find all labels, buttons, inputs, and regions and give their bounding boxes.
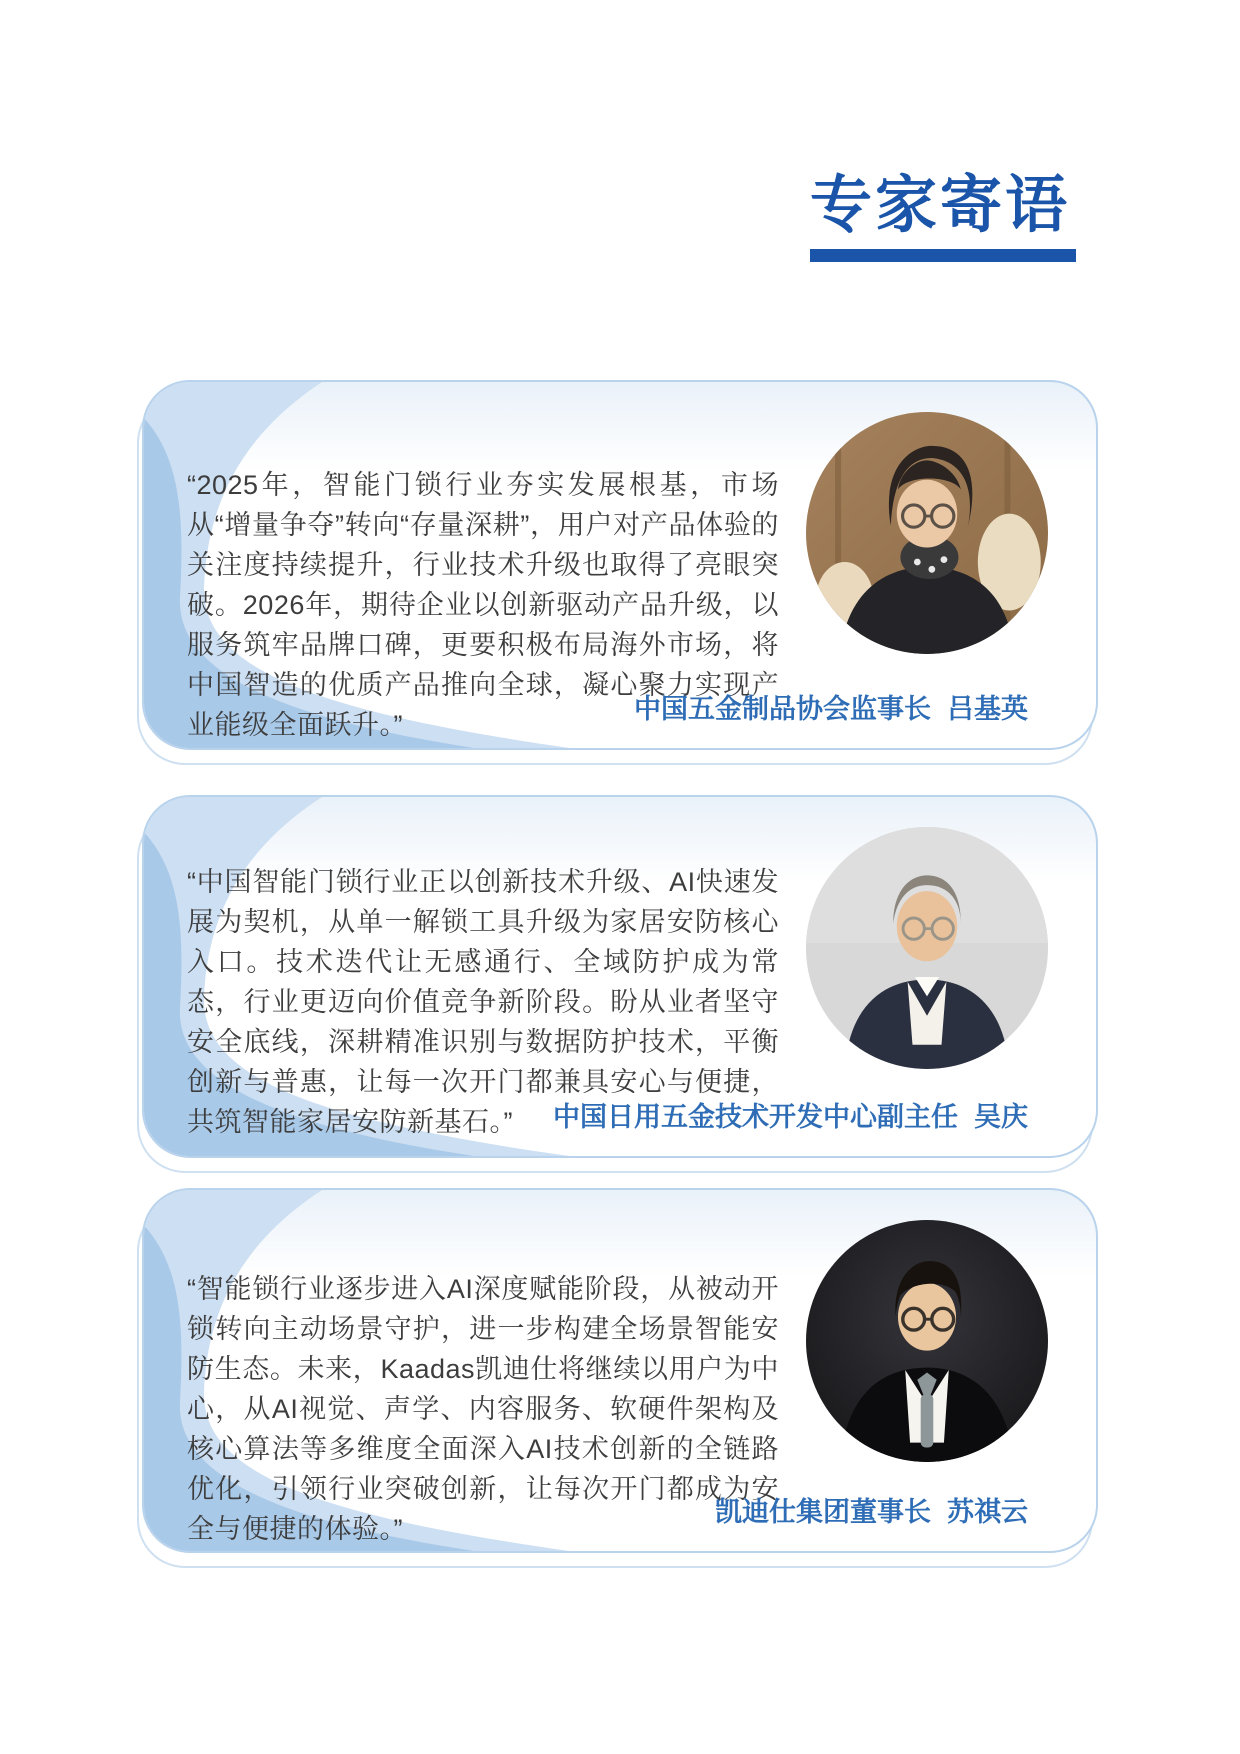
card-body [142,380,1098,750]
portrait-man-suit-dark-bg-icon [806,1220,1048,1462]
title-underline-bar [810,249,1076,262]
card-body [142,1188,1098,1553]
page-title-block [810,172,1080,262]
attribution-name: 吴庆 [974,1102,1028,1132]
attribution-role: 中国日用五金技术开发中心副主任 [553,1102,958,1132]
attribution [553,1095,1028,1134]
expert-card [142,380,1098,750]
quote-text: “中国智能门锁行业正以创新技术升级、AI快速发展为契机，从单一解锁工具升级为家居安防核心入口。技术迭代让无感通行、全域防护成为常态，行业更迈向价值竞争新阶段。盼从业者坚守安全底线，深耕精准识别与数据防护技术，平衡创新与普惠，让每一次开门都兼具安心与便捷，共筑智能家居安防新基石。” [187,867,779,1137]
attribution-role: 凯迪仕集团董事长 [715,1497,931,1527]
portrait-woman-banquet-icon [806,412,1048,654]
expert-card [142,795,1098,1158]
attribution-name: 吕基英 [947,694,1028,724]
quote-text: “智能锁行业逐步进入AI深度赋能阶段，从被动开锁转向主动场景守护，进一步构建全场景智能安防生态。未来，Kaadas凯迪仕将继续以用户为中心，从AI视觉、声学、内容服务、软硬件架构及核心算法等多维度全面深入AI技术创新的全链路优化，引领行业突破创新，让每次开门都成为安全与便捷的体验。” [187,1274,779,1544]
page-title: 专家寄语 [810,171,1071,240]
quote-text: “2025年，智能门锁行业夯实发展根基，市场从“增量争夺”转向“存量深耕”，用户对产品体验的关注度持续提升，行业技术升级也取得了亮眼突破。2026年，期待企业以创新驱动产品升级，以服务筑牢品牌口碑，更要积极布局海外市场，将中国智造的优质产品推向全球，凝心聚力实现产业能级全面跃升。” [187,470,779,740]
attribution-role: 中国五金制品协会监事长 [634,694,931,724]
card-body [142,795,1098,1158]
portrait-man-suit-gray-bg-icon [806,827,1048,1069]
expert-card [142,1188,1098,1553]
attribution [715,1490,1028,1529]
attribution [634,687,1028,726]
attribution-name: 苏祺云 [947,1497,1028,1527]
